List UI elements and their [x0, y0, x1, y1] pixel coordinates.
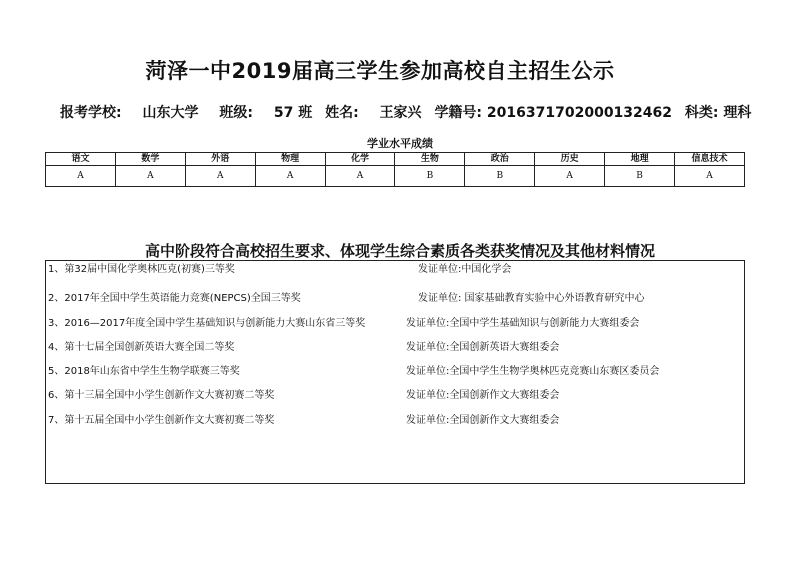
award-item [48, 414, 742, 428]
grade-score-physics: A [255, 166, 325, 187]
name-label: 姓名: [325, 105, 359, 121]
award-text: 3、2016—2017年度全国中学生基础知识与创新能力大赛山东省三等奖 [48, 318, 366, 329]
grade-score-chemistry: A [325, 166, 395, 187]
applicant-info-line [60, 102, 751, 122]
grade-score-geography: B [605, 166, 675, 187]
award-item [48, 263, 742, 277]
grade-score-politics: B [465, 166, 535, 187]
grades-score-row [46, 166, 745, 187]
award-item [48, 292, 742, 306]
grade-header-math: 数学 [115, 153, 185, 166]
award-item [48, 389, 742, 403]
award-issuer: 发证单位:全国创新作文大赛组委会 [406, 415, 560, 426]
subject-track-value: 理科 [723, 105, 752, 121]
award-issuer: 发证单位: 国家基础教育实验中心外语教育研究中心 [418, 293, 645, 304]
award-text: 2、2017年全国中学生英语能力竞赛(NEPCS)全国三等奖 [48, 293, 301, 304]
award-item [48, 317, 742, 331]
grade-header-chinese: 语文 [46, 153, 116, 166]
school-label: 报考学校: [60, 105, 122, 121]
grade-header-history: 历史 [535, 153, 605, 166]
grades-caption: 学业水平成绩 [367, 137, 433, 150]
award-text: 5、2018年山东省中学生生物学联赛三等奖 [48, 366, 240, 377]
award-item [48, 341, 742, 355]
class-label: 班级: [219, 105, 253, 121]
grade-header-foreign-language: 外语 [185, 153, 255, 166]
grades-table [45, 152, 745, 187]
grade-score-it: A [675, 166, 745, 187]
grades-header-row [46, 153, 745, 166]
award-text: 6、第十三届全国中小学生创新作文大赛初赛二等奖 [48, 390, 275, 401]
grade-header-geography: 地理 [605, 153, 675, 166]
award-text: 4、第十七届全国创新英语大赛全国二等奖 [48, 342, 235, 353]
grade-score-math: A [115, 166, 185, 187]
grade-score-chinese: A [46, 166, 116, 187]
awards-list [45, 260, 745, 484]
award-issuer: 发证单位:全国创新英语大赛组委会 [406, 342, 560, 353]
award-text: 7、第十五届全国中小学生创新作文大赛初赛二等奖 [48, 415, 275, 426]
award-issuer: 发证单位:全国创新作文大赛组委会 [406, 390, 560, 401]
grade-header-it: 信息技术 [675, 153, 745, 166]
student-id-value: 2016371702000132462 [486, 105, 673, 121]
award-issuer: 发证单位:全国中学生基础知识与创新能力大赛组委会 [406, 318, 640, 329]
award-issuer: 发证单位:中国化学会 [418, 264, 512, 275]
award-item [48, 365, 742, 379]
awards-heading: 高中阶段符合高校招生要求、体现学生综合素质各类获奖情况及其他材料情况 [144, 242, 655, 260]
subject-track-label: 科类: [684, 105, 719, 121]
grade-header-politics: 政治 [465, 153, 535, 166]
grade-header-biology: 生物 [395, 153, 465, 166]
school-value: 山东大学 [142, 105, 199, 121]
page-title: 菏泽一中2019届高三学生参加高校自主招生公示 [145, 59, 615, 83]
award-issuer: 发证单位:全国中学生生物学奥林匹克竞赛山东赛区委员会 [406, 366, 660, 377]
grade-header-chemistry: 化学 [325, 153, 395, 166]
student-id-label: 学籍号: [434, 105, 483, 121]
grade-header-physics: 物理 [255, 153, 325, 166]
award-text: 1、第32届中国化学奥林匹克(初赛)三等奖 [48, 264, 235, 275]
grade-score-history: A [535, 166, 605, 187]
grade-score-biology: B [395, 166, 465, 187]
grade-score-foreign-language: A [185, 166, 255, 187]
name-value: 王家兴 [379, 105, 422, 121]
class-value: 57 班 [273, 105, 313, 121]
